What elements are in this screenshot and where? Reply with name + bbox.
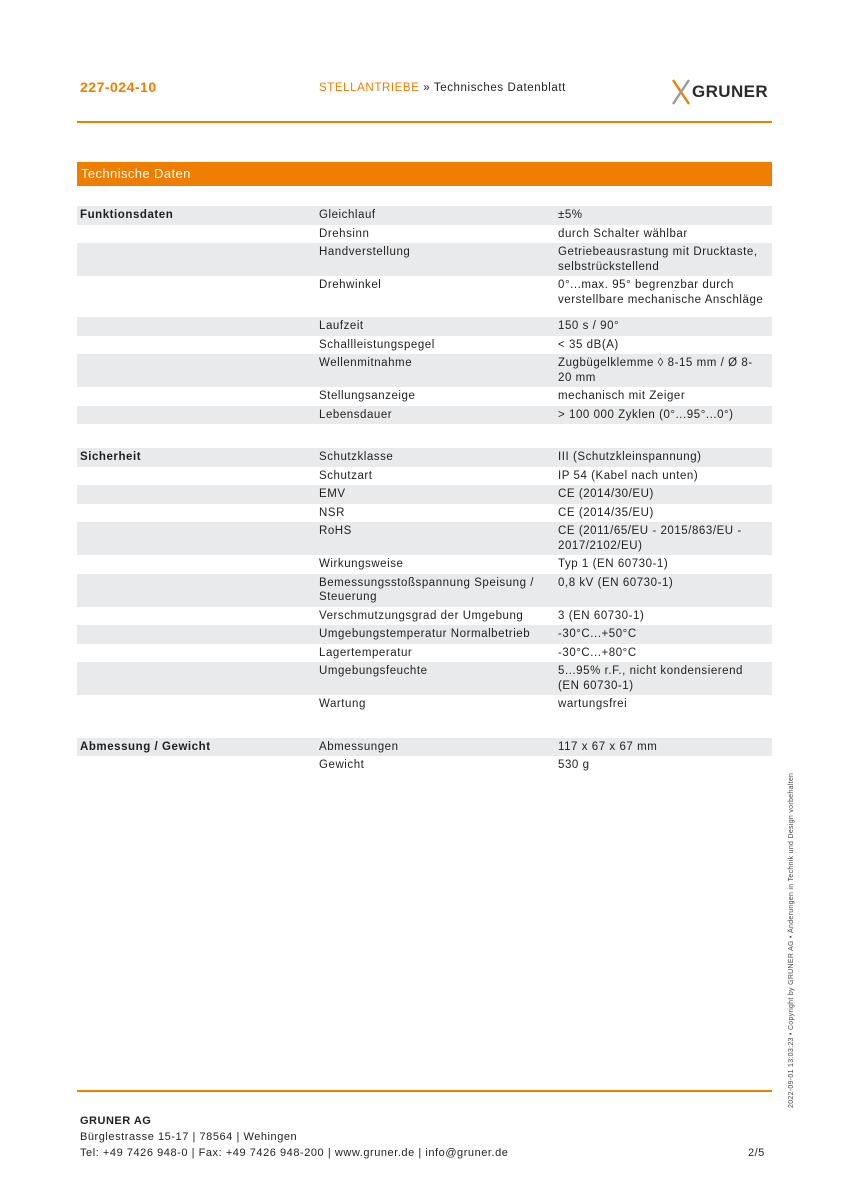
breadcrumb-doc-type: Technisches Datenblatt [433,82,566,94]
spec-key: EMV [319,488,346,500]
spec-group [77,206,772,424]
row-spacer [77,278,316,307]
row-spacer [77,697,316,712]
row-spacer [77,227,316,242]
row-spacer [77,450,316,465]
row-spacer [77,389,316,404]
row-spacer [77,208,316,223]
spec-group-rows [77,738,772,775]
spec-key: Handverstellung [319,246,411,258]
page-number: 2/5 [748,1147,765,1159]
row-spacer [77,356,316,385]
doc-number: 227-024-10 [80,79,157,95]
spec-group [77,738,772,775]
table-row [77,387,772,406]
footer-address: Bürglestrasse 15-17 | 78564 | Wehingen [80,1131,298,1143]
spec-key: Gleichlauf [319,209,376,221]
spec-value: CE (2011/65/EU - 2015/863/EU - 2017/2102/EU) [558,525,742,552]
spec-key: Lagertemperatur [319,646,413,659]
spec-key: Stellungsanzeige [319,390,416,402]
table-row [77,276,772,317]
row-spacer [77,245,316,274]
spec-group [77,448,772,714]
spec-group-rows [77,206,772,424]
spec-value: 0,8 kV (EN 60730-1) [558,576,674,589]
table-row [77,336,772,355]
spec-value: CE (2014/35/EU) [558,506,654,519]
logo-x-icon [671,78,693,106]
row-spacer [77,524,316,553]
spec-key: Verschmutzungsgrad der Umgebung [319,609,524,622]
spec-group-rows [77,448,772,714]
copyright-side-note: 2022-09-01 13:03:23 • Copyright by GRUNER AG • Änderungen in Technik und Design vorbehalten [788,772,795,1108]
spec-value: -30°C...+50°C [558,628,637,640]
table-row [77,625,772,644]
spec-value: Getriebeausrastung mit Drucktaste, selbstrückstellend [558,246,758,273]
group-label: Sicherheit [80,451,142,463]
header-divider [77,121,772,123]
spec-value: IP 54 (Kabel nach unten) [558,469,699,482]
row-spacer [77,408,316,423]
table-row [77,738,772,757]
spec-value: mechanisch mit Zeiger [558,390,686,402]
footer-divider [77,1090,772,1092]
table-row [77,206,772,225]
spec-value: 5...95% r.F., nicht kondensierend (EN 60730-1) [558,665,744,692]
table-row [77,485,772,504]
spec-key: Schutzklasse [319,451,394,463]
spec-key: Umgebungstemperatur Normalbetrieb [319,628,531,640]
page-header [0,0,848,124]
row-spacer [77,740,316,755]
spec-key: Drehwinkel [319,279,382,291]
spec-value: 0°...max. 95° begrenzbar durch verstellbare mechanische Anschläge [558,279,764,306]
footer-contact: Tel: +49 7426 948-0 | Fax: +49 7426 948-200 | www.gruner.de | info@gruner.de [80,1147,509,1159]
spec-key: Umgebungsfeuchte [319,665,428,677]
spec-key: Bemessungsstoßspannung Speisung / Steuerung [319,576,535,603]
table-row [77,406,772,425]
spec-value: 117 x 67 x 67 mm [558,740,658,753]
spec-key: Schutzart [319,469,373,482]
spec-value: Zugbügelklemme ◊ 8-15 mm / Ø 8-20 mm [558,357,753,384]
table-row [77,756,772,775]
footer-company: GRUNER AG [80,1115,152,1127]
row-spacer [77,319,316,334]
row-spacer [77,469,316,484]
breadcrumb-category: STELLANTRIEBE [319,82,420,94]
row-spacer [77,338,316,353]
spec-value: 150 s / 90° [558,320,620,332]
spec-value: 3 (EN 60730-1) [558,609,645,622]
spec-value: Typ 1 (EN 60730-1) [558,558,669,570]
table-row [77,317,772,336]
gruner-logo [671,78,781,106]
spec-key: Gewicht [319,759,365,771]
row-spacer [77,576,316,605]
table-row [77,225,772,244]
row-spacer [77,627,316,642]
row-spacer [77,487,316,502]
spec-key: Wellenmitnahme [319,357,413,369]
table-row [77,644,772,663]
spec-key: NSR [319,506,345,519]
group-label: Abmessung / Gewicht [80,740,211,753]
section-title-bar [77,162,772,186]
table-row [77,467,772,486]
spec-value: durch Schalter wählbar [558,227,688,240]
group-label: Funktionsdaten [80,209,174,221]
spec-key: Drehsinn [319,227,370,240]
row-spacer [77,506,316,521]
row-spacer [77,646,316,661]
spec-value: -30°C...+80°C [558,646,637,659]
table-row [77,574,772,607]
row-spacer [77,664,316,693]
breadcrumb-separator: » [419,82,434,94]
spec-value: III (Schutzkleinspannung) [558,451,702,463]
row-spacer [77,758,316,773]
spec-value: < 35 dB(A) [558,338,619,351]
spec-value: 530 g [558,759,590,771]
spec-value: ±5% [558,209,583,221]
spec-value: > 100 000 Zyklen (0°...95°...0°) [558,408,734,421]
spec-value: CE (2014/30/EU) [558,488,654,500]
table-row [77,448,772,467]
table-row [77,695,772,714]
spec-key: Abmessungen [319,740,399,753]
table-row [77,354,772,387]
row-spacer [77,557,316,572]
spec-key: Lebensdauer [319,408,393,421]
spec-key: Schallleistungspegel [319,338,435,351]
section-title: Technische Daten [81,166,191,181]
table-row [77,662,772,695]
spec-value: wartungsfrei [558,698,628,710]
table-row [77,555,772,574]
table-row [77,522,772,555]
spec-key: Wartung [319,698,366,710]
spec-key: Wirkungsweise [319,558,404,570]
spec-key: Laufzeit [319,320,364,332]
spec-tables [77,206,772,799]
table-row [77,607,772,626]
spec-key: RoHS [319,525,352,537]
table-row [77,504,772,523]
row-spacer [77,609,316,624]
doc-breadcrumb [319,82,566,94]
table-row [77,243,772,276]
logo-text: GRUNER [692,82,769,101]
